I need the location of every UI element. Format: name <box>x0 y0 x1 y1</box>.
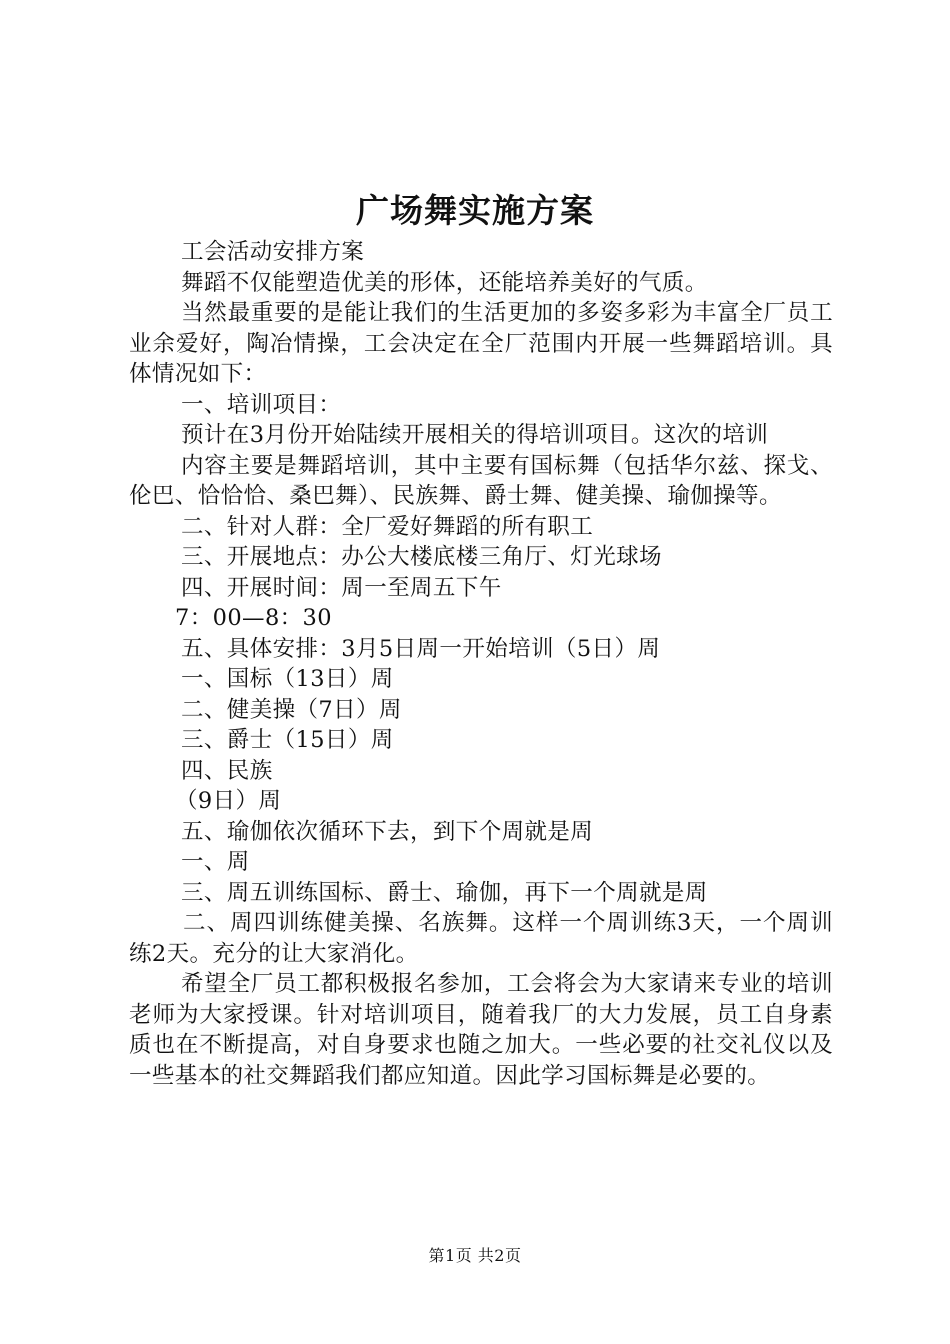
paragraph: 四、开展时间：周一至周五下午 <box>181 574 502 601</box>
document-body <box>129 237 833 1091</box>
paragraph: 希望全厂员工都积极报名参加，工会将会为大家请来专业的培训老师为大家授课。针对培训项目，随着我厂的大力发展，员工自身素质也在不断提高，对自身要求也随之加大。一些必要的社交礼仪以及一些基本的社交舞蹈我们都应知道。因此学习国标舞是必要的。 <box>129 971 833 1089</box>
paragraph: 舞蹈不仅能塑造优美的形体，还能培养美好的气质。 <box>181 269 708 296</box>
paragraph: 二、针对人群：全厂爱好舞蹈的所有职工 <box>181 513 594 540</box>
paragraph: 二、健美操（7日）周 <box>181 696 402 723</box>
paragraph: 五、瑜伽依次循环下去，到下个周就是周 <box>181 818 594 845</box>
paragraph: 四、民族 <box>181 757 273 784</box>
paragraph: 二、周四训练健美操、名族舞。这样一个周训练3天，一个周训练2天。充分的让大家消化。 <box>129 910 833 967</box>
paragraph: 预计在3月份开始陆续开展相关的得培训项目。这次的培训 <box>181 422 769 448</box>
paragraph: 五、具体安排：3月5日周一开始培训（5日）周 <box>181 635 661 662</box>
page-indicator: 第1页 共2页 <box>428 1246 522 1265</box>
document-title: 广场舞实施方案 <box>356 191 594 230</box>
paragraph: 一、周 <box>181 849 250 875</box>
paragraph: 一、国标（13日）周 <box>181 666 394 692</box>
paragraph: 三、开展地点：办公大楼底楼三角厅、灯光球场 <box>181 544 662 570</box>
paragraph: 当然最重要的是能让我们的生活更加的多姿多彩为丰富全厂员工业余爱好，陶冶情操，工会决定在全厂范围内开展一些舞蹈培训。具体情况如下： <box>129 300 833 387</box>
paragraph: 工会活动安排方案 <box>181 239 365 265</box>
paragraph: （9日）周 <box>175 788 282 814</box>
paragraph: 三、周五训练国标、爵士、瑜伽，再下一个周就是周 <box>181 879 708 906</box>
paragraph: 内容主要是舞蹈培训，其中主要有国标舞（包括华尔兹、探戈、伦巴、恰恰恰、桑巴舞）、民族舞、爵士舞、健美操、瑜伽操等。 <box>129 452 833 509</box>
paragraph: 一、培训项目： <box>181 391 342 418</box>
paragraph: 7：00—8：30 <box>175 605 332 631</box>
paragraph: 三、爵士（15日）周 <box>181 727 394 753</box>
